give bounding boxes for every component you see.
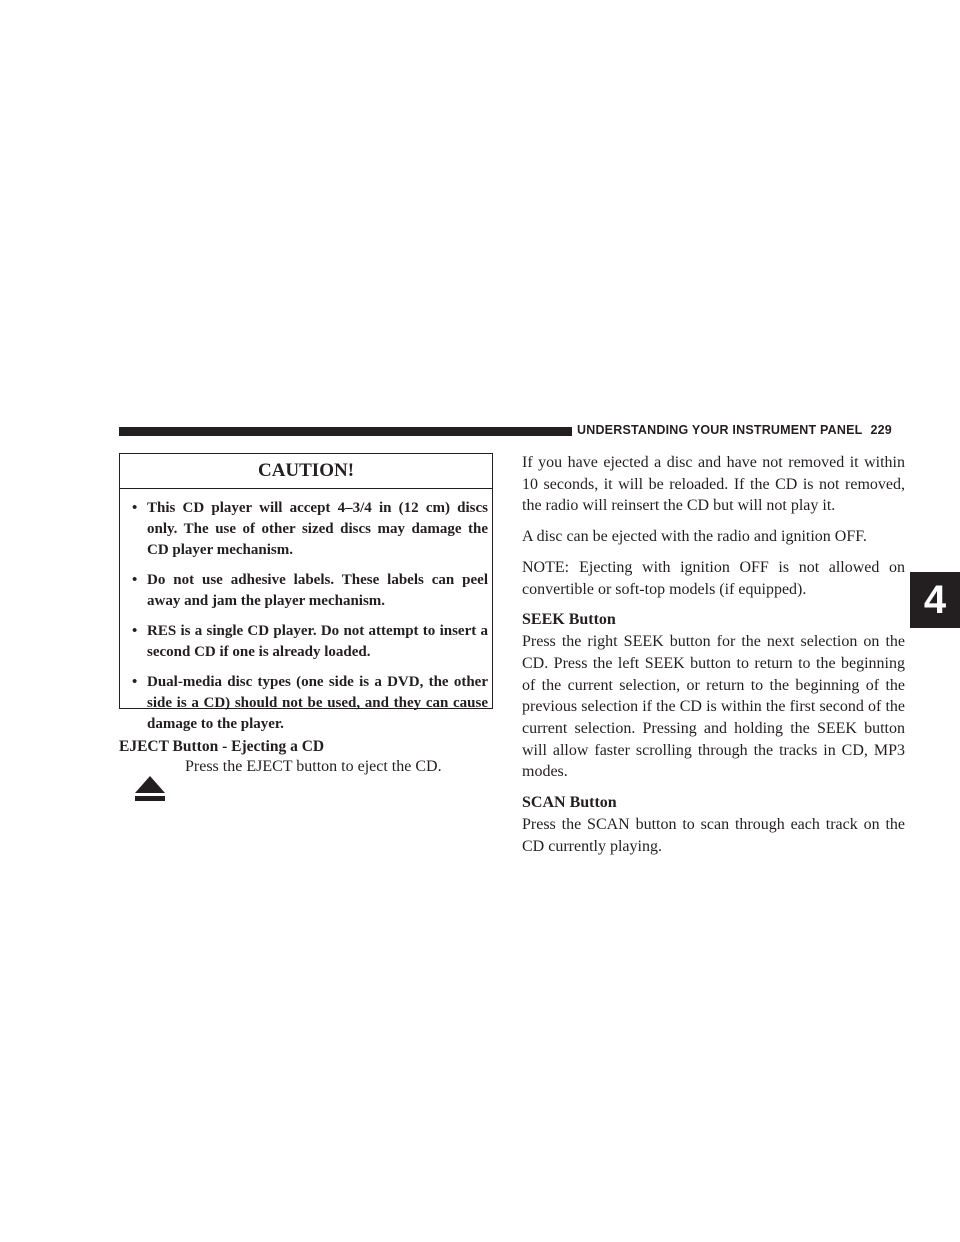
caution-item-text: Dual-media disc types (one side is a DVD, the other side is a CD) should not be used, and they can cause damage to the player. <box>147 674 488 732</box>
bullet: • <box>132 674 138 690</box>
scan-paragraph: Press the SCAN button to scan through each track on the CD currently playing. <box>522 816 905 855</box>
caution-item <box>128 570 488 612</box>
seek-heading: SEEK Button <box>522 611 616 629</box>
eject-text: Press the EJECT button to eject the CD. <box>185 758 442 775</box>
bullet: • <box>132 572 138 588</box>
caution-item <box>128 672 488 735</box>
section-title: UNDERSTANDING YOUR INSTRUMENT PANEL <box>577 423 863 437</box>
caution-title: CAUTION! <box>120 454 492 489</box>
note-label: NOTE: <box>522 558 570 576</box>
eject-icon <box>134 775 166 803</box>
eject-heading: EJECT Button - Ejecting a CD <box>119 738 325 755</box>
note-paragraph <box>522 557 905 600</box>
ignition-paragraph: A disc can be ejected with the radio and ignition OFF. <box>522 528 867 546</box>
reload-paragraph: If you have ejected a disc and have not removed it within 10 seconds, it will be reloaded. If the CD is not removed, the radio will reinsert the CD but will not play it. <box>522 454 905 515</box>
note-text: Ejecting with ignition OFF is not allowed on convertible or soft-top models (if equipped). <box>522 558 905 598</box>
caution-box <box>119 453 493 732</box>
seek-paragraph: Press the right SEEK button for the next selection on the CD. Press the left SEEK button to return to the beginning of the current selection, or return to the beginning of the previous selection if the CD is within the first second of the current selection. Pressing and holding the SEEK button will allow faster scrolling through the tracks in CD, MP3 modes. <box>522 633 905 781</box>
header-rule <box>119 427 572 436</box>
chapter-tab: 4 <box>910 572 960 628</box>
caution-item-text: Do not use adhesive labels. These labels can peel away and jam the player mechanism. <box>147 572 488 609</box>
running-header <box>577 423 892 437</box>
page-number: 229 <box>870 423 892 437</box>
scan-heading: SCAN Button <box>522 794 617 812</box>
bullet: • <box>132 623 138 639</box>
caution-item-text: RES is a single CD player. Do not attempt to insert a second CD if one is already loaded. <box>147 623 488 660</box>
caution-item <box>128 498 488 561</box>
caution-item-text: This CD player will accept 4–3/4 in (12 cm) discs only. The use of other sized discs may damage the CD player mechanism. <box>147 500 488 558</box>
bullet: • <box>132 500 138 516</box>
caution-list <box>128 498 488 744</box>
caution-item <box>128 621 488 663</box>
right-column <box>522 452 905 858</box>
